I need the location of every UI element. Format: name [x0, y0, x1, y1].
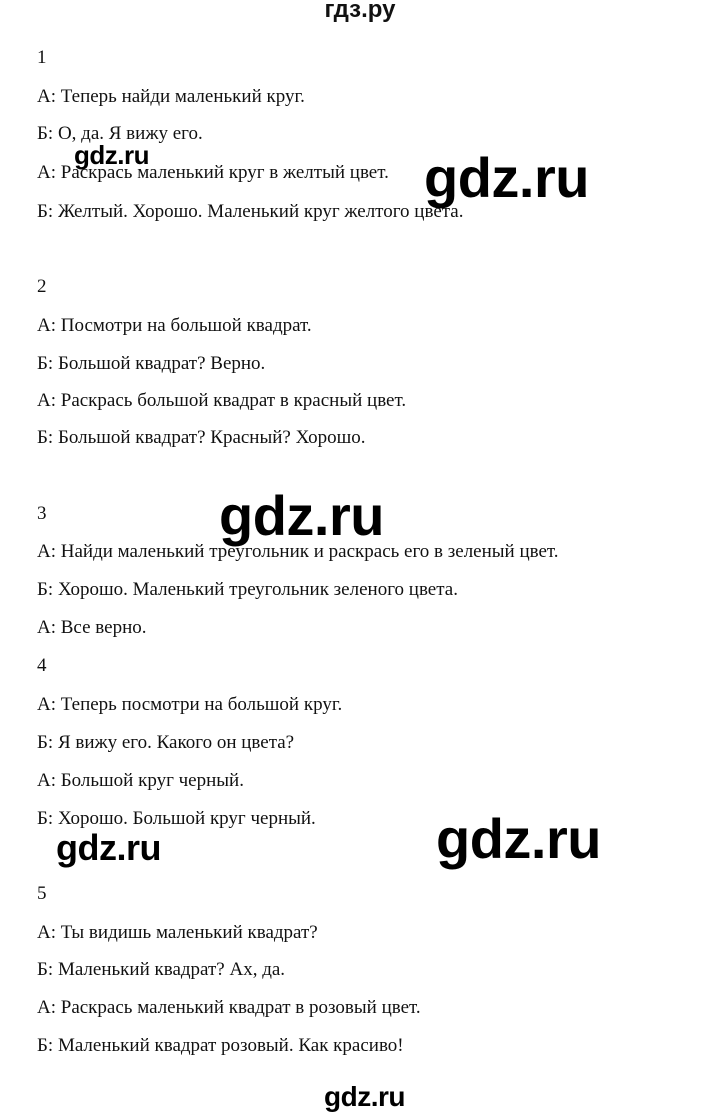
dialog-line: А: Ты видишь маленький квадрат?: [37, 922, 318, 943]
dialog-line: Б: Желтый. Хорошо. Маленький круг желтого цвета.: [37, 201, 464, 222]
section-number: 3: [37, 503, 47, 524]
section-number: 5: [37, 883, 47, 904]
dialog-line: А: Раскрась большой квадрат в красный цвет.: [37, 390, 407, 411]
dialog-line: А: Посмотри на большой квадрат.: [37, 315, 312, 336]
dialog-line: А: Найди маленький треугольник и раскрась его в зеленый цвет.: [37, 541, 559, 562]
dialog-line: А: Все верно.: [37, 617, 147, 638]
section-number: 1: [37, 47, 47, 68]
dialog-line: А: Раскрась маленький круг в желтый цвет.: [37, 162, 389, 183]
watermark: gdz.ru: [324, 1081, 405, 1112]
dialog-line: Б: О, да. Я вижу его.: [37, 123, 203, 144]
dialog-line: Б: Маленький квадрат? Ах, да.: [37, 959, 286, 980]
watermark: gdz.ru: [424, 146, 589, 209]
dialog-line: А: Теперь найди маленький круг.: [37, 86, 305, 107]
dialog-line: А: Раскрась маленький квадрат в розовый цвет.: [37, 997, 421, 1018]
section-number: 4: [37, 655, 47, 676]
watermark: gdz.ru: [74, 140, 149, 170]
watermark: gdz.ru: [436, 807, 601, 870]
site-header: гдз.ру: [324, 0, 396, 23]
section-number: 2: [37, 276, 47, 297]
dialog-line: Б: Большой квадрат? Верно.: [37, 353, 266, 374]
dialog-line: Б: Я вижу его. Какого он цвета?: [37, 732, 295, 753]
dialog-line: Б: Маленький квадрат розовый. Как красиво!: [37, 1035, 404, 1056]
dialog-line: Б: Большой квадрат? Красный? Хорошо.: [37, 427, 366, 448]
dialog-line: А: Большой круг черный.: [37, 770, 244, 791]
dialog-line: Б: Хорошо. Маленький треугольник зеленого цвета.: [37, 579, 458, 600]
watermark: gdz.ru: [219, 484, 384, 547]
dialog-line: А: Теперь посмотри на большой круг.: [37, 694, 343, 715]
watermark: gdz.ru: [56, 827, 161, 868]
dialog-line: Б: Хорошо. Большой круг черный.: [37, 808, 316, 829]
